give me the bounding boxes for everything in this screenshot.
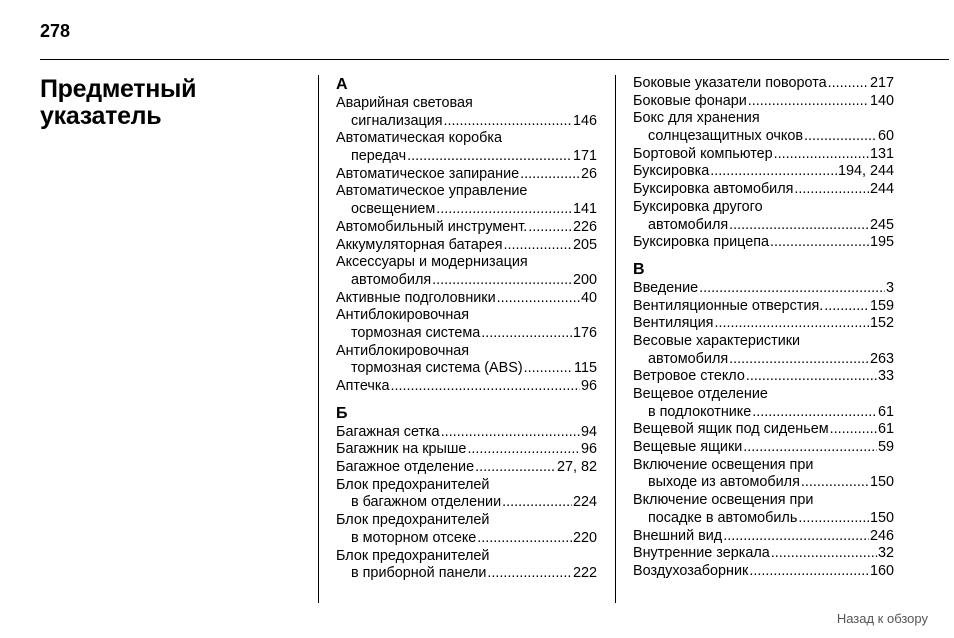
section-gap [633, 252, 894, 260]
dot-leader [714, 315, 869, 333]
section-letter-heading: В [633, 260, 645, 278]
index-column-2 [633, 75, 894, 581]
index-entry-page[interactable]: 152 [869, 315, 894, 332]
index-entry-term: Бортовой компьютер [633, 145, 773, 162]
index-entry-page[interactable]: 195 [869, 234, 894, 251]
column-divider-right [615, 75, 616, 603]
index-entry-line [633, 93, 894, 111]
dot-leader [749, 563, 869, 581]
index-entry-line [336, 530, 597, 548]
index-entry-line [336, 325, 597, 343]
index-entry[interactable] [633, 163, 894, 181]
index-entry[interactable] [633, 421, 894, 439]
index-entry[interactable] [633, 75, 894, 93]
index-entry-line [336, 166, 597, 184]
index-entry-line [633, 510, 894, 528]
dot-leader [824, 298, 869, 316]
index-entry-term: Внешний вид [633, 527, 723, 544]
index-entry-line [633, 439, 894, 457]
index-entry-term: передач [351, 148, 407, 165]
index-entry-term: Антиблокировочная [336, 307, 470, 324]
index-entry-line [336, 494, 597, 512]
index-entry-term: сигнализация [351, 112, 443, 129]
column-divider-left [318, 75, 319, 603]
index-entry-term: Бокс для хранения [633, 110, 760, 127]
index-entry-page[interactable]: 150 [869, 509, 894, 526]
index-entry[interactable] [633, 457, 894, 492]
dot-leader [746, 368, 877, 386]
index-entry-line [633, 474, 894, 492]
index-entry-line [633, 457, 894, 475]
index-entry-page[interactable]: 159 [869, 297, 894, 314]
index-entry[interactable] [336, 130, 597, 165]
index-entry-page[interactable]: 226 [572, 218, 597, 235]
dot-leader [723, 528, 869, 546]
index-entry-line [633, 421, 894, 439]
index-entry-page[interactable]: 59 [877, 439, 894, 456]
index-entry-line [633, 146, 894, 164]
index-entry[interactable] [336, 290, 597, 308]
index-entry-term: Вещевые ящики [633, 439, 743, 456]
index-entry-line [336, 290, 597, 308]
index-entry-page[interactable]: 96 [580, 378, 597, 394]
index-entry-term: автомобиля [351, 271, 432, 288]
dot-leader [828, 75, 869, 93]
index-entry-page[interactable]: 263 [869, 350, 894, 367]
dot-leader [441, 424, 580, 442]
index-entry-term: солнцезащитных очков [648, 128, 804, 145]
index-entry-line [336, 378, 597, 396]
index-entry[interactable] [336, 512, 597, 547]
index-entry-page[interactable]: 33 [877, 368, 894, 385]
index-entry[interactable] [336, 237, 597, 255]
index-entry-term: Вентиляция [633, 315, 714, 332]
index-entry-term: Вещевой ящик под сиденьем [633, 421, 829, 438]
index-entry-line [633, 199, 894, 217]
index-entry-term: выходе из автомобиля [648, 474, 800, 491]
dot-leader [729, 217, 869, 235]
index-entry-term: в приборной панели [351, 565, 487, 582]
index-entry-line [336, 477, 597, 495]
index-entry-line [633, 563, 894, 581]
dot-leader [770, 234, 869, 252]
page-number: 278 [40, 21, 71, 41]
dot-leader [502, 494, 572, 512]
index-entry-line [633, 333, 894, 351]
index-entry-term: Включение освещения при [633, 492, 814, 509]
index-entry-term: тормозная система [351, 324, 481, 341]
index-entry[interactable] [633, 110, 894, 145]
dot-leader [504, 237, 572, 255]
index-entry-term: тормозная система (ABS) [351, 360, 523, 377]
dot-leader [481, 325, 572, 343]
index-entry-page[interactable]: 200 [572, 271, 597, 288]
index-entry-line [336, 95, 597, 113]
index-entry[interactable] [336, 254, 597, 289]
index-entry-line [633, 75, 894, 93]
index-entry-term: в подлокотнике [648, 403, 752, 420]
dot-leader [798, 510, 869, 528]
index-entry-line [633, 280, 894, 298]
index-entry[interactable] [336, 459, 597, 477]
index-entry-page[interactable]: 3 [885, 279, 894, 296]
index-entry-page[interactable]: 115 [574, 360, 597, 377]
index-entry-line [633, 386, 894, 404]
index-entry-term: Буксировка [633, 163, 710, 180]
index-entry-page[interactable]: 244 [869, 181, 894, 198]
dot-leader [524, 360, 573, 378]
index-entry[interactable] [336, 95, 597, 130]
dot-leader [497, 290, 580, 308]
dot-leader [794, 181, 869, 199]
index-entry[interactable] [633, 439, 894, 457]
dot-leader [752, 404, 877, 422]
section-letter-heading: А [336, 76, 348, 93]
index-entry-line [336, 237, 597, 255]
dot-leader [699, 280, 885, 298]
back-to-overview-link[interactable]: Назад к обзору [836, 611, 928, 626]
index-entry-line [336, 183, 597, 201]
index-entry-term: Аккумуляторная батарея [336, 236, 503, 253]
index-entry-page[interactable]: 27, 82 [556, 459, 597, 476]
index-entry-line [633, 181, 894, 199]
index-column-1 [336, 75, 597, 583]
index-entry-term: Буксировка прицепа [633, 234, 769, 251]
index-entry-term: Автомобильный инструмент. [336, 218, 528, 235]
index-entry[interactable] [336, 307, 597, 342]
dot-leader [487, 565, 572, 583]
index-entry-line [336, 548, 597, 566]
dot-leader [467, 441, 580, 459]
dot-leader [771, 545, 877, 563]
index-entry[interactable] [633, 315, 894, 333]
index-entry-page[interactable]: 146 [572, 112, 597, 129]
page-title [40, 76, 300, 130]
index-entry-page[interactable]: 131 [869, 145, 894, 162]
index-entry-page[interactable]: 245 [869, 216, 894, 233]
dot-leader [520, 166, 580, 184]
index-entry-page[interactable]: 94 [580, 423, 597, 440]
index-entry[interactable] [633, 146, 894, 164]
index-entry-term: Багажник на крыше [336, 441, 467, 458]
dot-leader [436, 201, 572, 219]
index-entry-term: Внутренние зеркала [633, 545, 770, 562]
index-entry-page[interactable]: 26 [580, 165, 597, 182]
index-entry-term: Блок предохранителей [336, 512, 490, 529]
dot-leader [444, 113, 572, 131]
index-entry-page[interactable]: 205 [572, 236, 597, 253]
index-entry-line [633, 404, 894, 422]
dot-leader [748, 93, 869, 111]
index-entry-term: Аксессуары и модернизация [336, 254, 528, 271]
index-entry-page[interactable]: 40 [580, 289, 597, 306]
dot-leader [432, 272, 572, 290]
index-entry-line [336, 360, 597, 378]
index-entry[interactable] [633, 181, 894, 199]
index-entry-line [336, 441, 597, 459]
index-entry-page[interactable]: 96 [580, 441, 597, 458]
index-entry[interactable] [633, 492, 894, 527]
index-entry-term: автомобиля [648, 350, 729, 367]
index-entry[interactable] [633, 333, 894, 368]
index-entry-page[interactable]: 140 [869, 92, 894, 109]
index-entry-term: Буксировка автомобиля [633, 181, 794, 198]
index-entry-term: автомобиля [648, 216, 729, 233]
index-entry-page[interactable]: 32 [877, 545, 894, 562]
index-entry-term: Включение освещения при [633, 456, 814, 473]
dot-leader [477, 530, 572, 548]
index-entry-term: Автоматическое управление [336, 183, 528, 200]
index-entry-page[interactable]: 176 [572, 324, 597, 341]
page-title-line-2: указатель [40, 102, 162, 130]
index-entry-term: Багажная сетка [336, 423, 440, 440]
index-entry-line [633, 217, 894, 235]
section-gap [336, 396, 597, 404]
index-entry-term: Введение [633, 279, 699, 296]
index-entry-line [336, 424, 597, 442]
index-entry-line [633, 163, 894, 181]
dot-leader [407, 148, 572, 166]
index-entry-line [633, 528, 894, 546]
index-entry-line [633, 128, 894, 146]
index-entry-line [336, 113, 597, 131]
index-entry-page[interactable]: 220 [572, 529, 597, 546]
index-entry[interactable] [336, 183, 597, 218]
index-entry-term: Вентиляционные отверстия. [633, 297, 824, 314]
index-entry-term: Весовые характеристики [633, 332, 801, 349]
index-entry-page[interactable]: 60 [877, 128, 894, 145]
index-entry[interactable] [633, 199, 894, 234]
index-entry-line [336, 148, 597, 166]
index-entry-term: Активные подголовники [336, 289, 496, 306]
index-entry-page[interactable]: 141 [572, 201, 597, 218]
index-entry-term: Аварийная световая [336, 95, 473, 111]
index-entry-line [633, 368, 894, 386]
index-entry-line [633, 298, 894, 316]
index-entry-page[interactable]: 160 [869, 562, 894, 579]
index-entry-term: освещением [351, 201, 436, 218]
index-entry[interactable] [336, 166, 597, 184]
index-entry-term: Боковые указатели поворота [633, 75, 827, 91]
index-entry-line [633, 492, 894, 510]
index-entry-line [633, 315, 894, 333]
index-entry-line [633, 545, 894, 563]
index-entry-page[interactable]: 194, 244 [837, 163, 894, 180]
dot-leader [743, 439, 877, 457]
index-entry-term: Автоматическая коробка [336, 130, 502, 147]
index-entry[interactable] [633, 386, 894, 421]
index-entry-line [633, 351, 894, 369]
index-entry-term: Багажное отделение [336, 459, 475, 476]
index-entry-page[interactable]: 150 [869, 474, 894, 491]
index-entry[interactable] [633, 528, 894, 546]
index-entry-term: Боковые фонари [633, 92, 747, 109]
index-entry-line [336, 219, 597, 237]
index-entry[interactable] [633, 93, 894, 111]
dot-leader [801, 474, 869, 492]
index-entry-page[interactable]: 246 [869, 527, 894, 544]
index-entry[interactable] [633, 298, 894, 316]
index-entry[interactable] [336, 477, 597, 512]
index-entry[interactable] [633, 280, 894, 298]
index-entry[interactable] [336, 441, 597, 459]
index-entry-line [336, 130, 597, 148]
dot-leader [830, 421, 877, 439]
dot-leader [729, 351, 869, 369]
index-entry[interactable] [633, 545, 894, 563]
index-entry-line [633, 234, 894, 252]
dot-leader [528, 219, 572, 237]
index-entry[interactable] [633, 368, 894, 386]
index-entry-term: Блок предохранителей [336, 476, 490, 493]
index-entry[interactable] [633, 563, 894, 581]
page-title-line-1: Предметный [40, 75, 197, 103]
index-entry-term: в моторном отсеке [351, 529, 477, 546]
index-entry-line [336, 343, 597, 361]
index-entry[interactable] [633, 234, 894, 252]
index-entry-line [633, 110, 894, 128]
dot-leader [710, 163, 837, 181]
index-entry-term: Ветровое стекло [633, 368, 745, 385]
index-entry[interactable] [336, 378, 597, 396]
section-letter-heading: Б [336, 404, 348, 422]
index-entry[interactable] [336, 219, 597, 237]
index-entry[interactable] [336, 548, 597, 583]
index-entry-term: посадке в автомобиль [648, 509, 798, 526]
index-entry-term: Автоматическое запирание [336, 165, 520, 182]
index-entry-line [336, 272, 597, 290]
index-entry[interactable] [336, 343, 597, 378]
dot-leader [774, 146, 869, 164]
index-entry-term: Буксировка другого [633, 198, 763, 215]
index-entry-term: Аптечка [336, 378, 390, 394]
index-entry-term: Воздухозаборник [633, 562, 749, 579]
index-entry-page[interactable]: 217 [869, 75, 894, 91]
index-entry-line [336, 307, 597, 325]
index-entry-line [336, 201, 597, 219]
index-entry-term: Блок предохранителей [336, 547, 490, 564]
dot-leader [475, 459, 556, 477]
index-entry-page[interactable]: 61 [877, 421, 894, 438]
index-entry-term: Антиблокировочная [336, 342, 470, 359]
index-entry-line [336, 512, 597, 530]
dot-leader [804, 128, 877, 146]
index-entry-term: в багажном отделении [351, 494, 502, 511]
index-entry-page[interactable]: 61 [877, 403, 894, 420]
index-entry-line [336, 565, 597, 583]
index-entry-page[interactable]: 222 [572, 565, 597, 582]
index-entry-page[interactable]: 171 [572, 148, 597, 165]
index-entry-line [336, 254, 597, 272]
index-entry[interactable] [336, 424, 597, 442]
dot-leader [390, 378, 580, 396]
index-entry-line [336, 459, 597, 477]
header-divider [40, 59, 949, 60]
index-entry-page[interactable]: 224 [572, 494, 597, 511]
index-entry-term: Вещевое отделение [633, 386, 768, 402]
